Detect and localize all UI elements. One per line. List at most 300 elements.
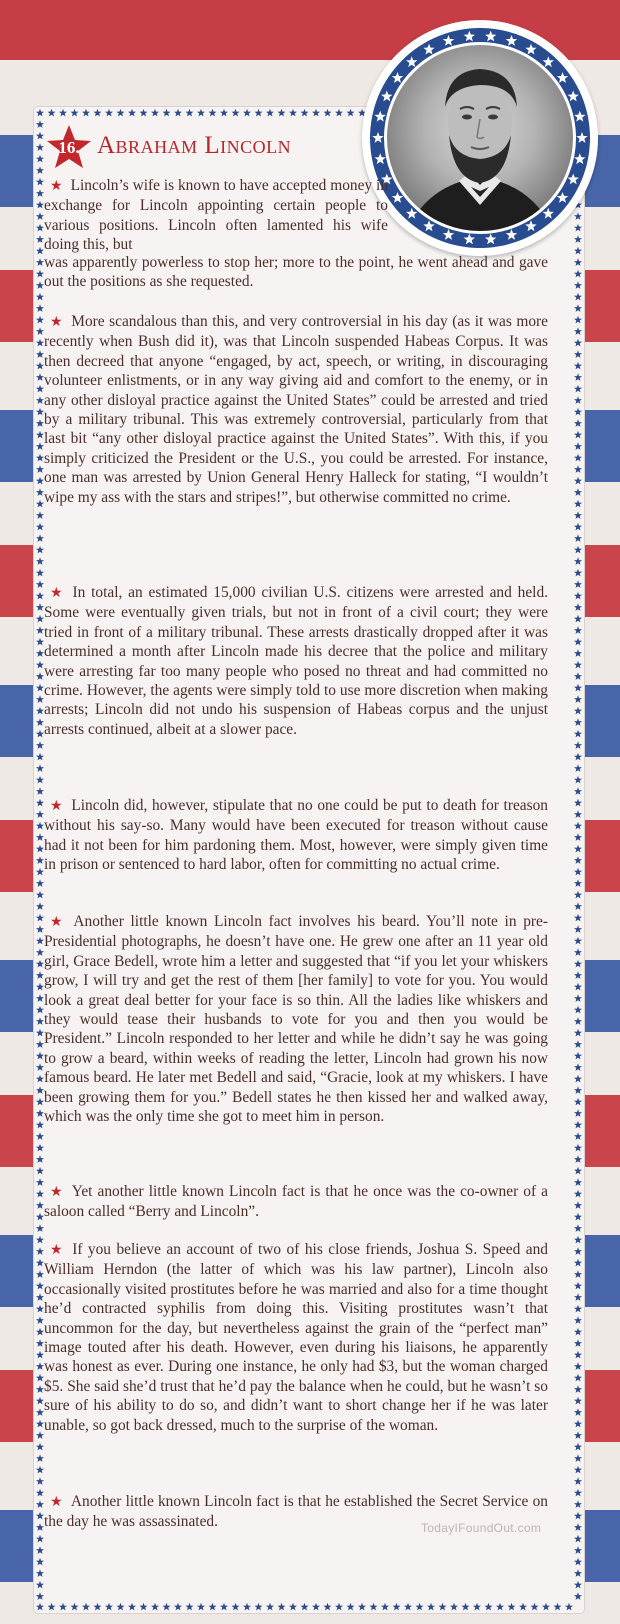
border-star xyxy=(174,1603,182,1611)
border-star xyxy=(36,983,44,991)
border-star xyxy=(574,695,582,703)
page-title: Abraham Lincoln xyxy=(97,132,292,159)
border-star xyxy=(128,1603,136,1611)
border-star xyxy=(36,914,44,922)
border-star xyxy=(464,233,475,244)
border-star xyxy=(59,109,67,117)
paragraph-7 xyxy=(44,1240,548,1435)
border-star xyxy=(36,120,44,128)
border-star xyxy=(36,143,44,151)
border-star xyxy=(574,730,582,738)
border-star xyxy=(36,1201,44,1209)
border-star xyxy=(36,1351,44,1359)
border-star xyxy=(36,488,44,496)
border-star xyxy=(36,626,44,634)
border-star xyxy=(574,1500,582,1508)
border-star xyxy=(36,109,44,117)
border-star xyxy=(36,649,44,657)
border-star xyxy=(375,153,386,164)
border-star xyxy=(36,764,44,772)
border-star xyxy=(574,1397,582,1405)
border-star xyxy=(574,281,582,289)
border-star xyxy=(574,971,582,979)
border-star xyxy=(36,1178,44,1186)
border-star xyxy=(163,109,171,117)
border-star xyxy=(416,1603,424,1611)
paragraph-text: Another little known Lincoln fact is that he established the Secret Service on the day he was assassinated. xyxy=(44,1493,548,1531)
portrait-drawing xyxy=(387,45,573,231)
border-star xyxy=(574,419,582,427)
border-star xyxy=(151,109,159,117)
border-star xyxy=(94,109,102,117)
border-star xyxy=(574,1063,582,1071)
border-star xyxy=(574,741,582,749)
border-star xyxy=(36,1270,44,1278)
border-star xyxy=(36,1098,44,1106)
border-star xyxy=(36,776,44,784)
border-star xyxy=(443,35,454,46)
border-star xyxy=(574,385,582,393)
paragraph-1-continued: was apparently powerless to stop her; more to the point, he went ahead and gave out the positions as she requested. xyxy=(44,254,548,291)
border-star xyxy=(48,109,56,117)
border-star xyxy=(36,615,44,623)
border-star xyxy=(36,799,44,807)
border-star xyxy=(574,661,582,669)
border-star xyxy=(71,109,79,117)
border-star xyxy=(243,109,251,117)
border-star xyxy=(574,868,582,876)
border-star xyxy=(36,672,44,680)
border-star xyxy=(36,1397,44,1405)
border-star xyxy=(36,247,44,255)
border-star xyxy=(163,1603,171,1611)
portrait-medallion xyxy=(362,20,598,256)
border-star xyxy=(243,1603,251,1611)
border-star xyxy=(574,442,582,450)
border-star xyxy=(232,109,240,117)
border-star xyxy=(574,1155,582,1163)
border-star xyxy=(36,822,44,830)
border-star xyxy=(36,879,44,887)
border-star xyxy=(36,534,44,542)
border-star xyxy=(335,109,343,117)
border-star xyxy=(574,1040,582,1048)
star-icon: ★ xyxy=(50,1243,65,1258)
border-star xyxy=(574,1098,582,1106)
border-star xyxy=(36,1121,44,1129)
border-star xyxy=(574,339,582,347)
border-star xyxy=(574,718,582,726)
border-star xyxy=(36,477,44,485)
border-star xyxy=(36,1603,44,1611)
star-icon: ★ xyxy=(50,1185,64,1200)
border-star xyxy=(574,1328,582,1336)
border-star xyxy=(393,1603,401,1611)
border-star xyxy=(220,109,228,117)
border-star xyxy=(36,1259,44,1267)
border-star xyxy=(94,1603,102,1611)
border-star xyxy=(574,316,582,324)
border-star xyxy=(574,396,582,404)
border-star xyxy=(574,153,585,164)
border-star xyxy=(289,1603,297,1611)
border-star xyxy=(375,111,386,122)
border-star xyxy=(36,304,44,312)
border-star xyxy=(36,592,44,600)
border-star xyxy=(574,1431,582,1439)
border-star xyxy=(347,1603,355,1611)
border-star xyxy=(36,580,44,588)
border-star xyxy=(36,189,44,197)
border-star xyxy=(128,109,136,117)
border-star xyxy=(36,1190,44,1198)
border-star xyxy=(36,1063,44,1071)
border-star xyxy=(36,258,44,266)
border-star xyxy=(565,1603,573,1611)
paragraph-text: Yet another little known Lincoln fact is that he once was the co-owner of a saloon called “Berry and Lincoln”. xyxy=(44,1183,548,1221)
border-star xyxy=(485,31,496,42)
border-star xyxy=(209,109,217,117)
paragraph-4 xyxy=(44,796,548,875)
border-star xyxy=(36,385,44,393)
border-star xyxy=(312,109,320,117)
border-star xyxy=(36,569,44,577)
fact-number: 16. xyxy=(58,138,80,157)
paragraph-text: Another little known Lincoln fact involves his beard. You’ll note in pre-Presidential photographs, he doesn’t have one. He grew one after an 11 year old girl, Grace Bedell, wrote him a letter and suggested that “if you let your whiskers grow, I will try and get the rest of them [her family] to vote for you. You would look a great deal better for your face is so thin. All the ladies like whiskers and they would tease their husbands to vote for you and then you would be President.” Lincoln responded to her letter and while he didn’t say he was going to grow a beard, within weeks of reading the letter, Lincoln had grown his now famous beard. He later met Bedell and said, “Gracie, look at my whiskers. I have been growing them for you.” Bedell states he then kissed her and walked away, which was the only time she got to meet him in person. xyxy=(44,913,548,1126)
border-star xyxy=(36,396,44,404)
border-star xyxy=(105,109,113,117)
border-star xyxy=(358,1603,366,1611)
border-star xyxy=(59,1603,67,1611)
border-star xyxy=(574,1132,582,1140)
border-star xyxy=(36,753,44,761)
border-star xyxy=(574,270,582,278)
border-star xyxy=(574,1362,582,1370)
border-star xyxy=(324,109,332,117)
border-star xyxy=(36,971,44,979)
border-star xyxy=(71,1603,79,1611)
border-star xyxy=(174,109,182,117)
border-star xyxy=(372,132,383,143)
border-star xyxy=(324,1603,332,1611)
paragraph-3 xyxy=(44,583,548,739)
border-star xyxy=(301,1603,309,1611)
border-star xyxy=(574,1201,582,1209)
border-star xyxy=(574,937,582,945)
border-star xyxy=(525,44,536,55)
border-star xyxy=(381,1603,389,1611)
border-star xyxy=(36,1558,44,1566)
border-star xyxy=(574,1489,582,1497)
border-star xyxy=(36,546,44,554)
border-star xyxy=(574,833,582,841)
border-star xyxy=(36,1224,44,1232)
border-star xyxy=(574,1224,582,1232)
border-star xyxy=(525,220,536,231)
border-star xyxy=(36,362,44,370)
border-star xyxy=(36,1247,44,1255)
border-star xyxy=(36,316,44,324)
border-star xyxy=(36,465,44,473)
border-star xyxy=(574,1017,582,1025)
paragraph-text: Lincoln did, however, stipulate that no one could be put to death for treason without his say-so. Many would have been executed for treason without cause had it not been for him pardoning them. Most, however, were simply given time in prison or sentenced to hard labor, often for committing no actual crime. xyxy=(44,797,548,874)
border-star xyxy=(255,1603,263,1611)
border-star xyxy=(574,1443,582,1451)
border-star xyxy=(568,174,579,185)
border-star xyxy=(574,1385,582,1393)
border-star xyxy=(197,109,205,117)
border-star xyxy=(36,1512,44,1520)
border-star xyxy=(36,1167,44,1175)
border-star xyxy=(36,224,44,232)
border-star xyxy=(220,1603,228,1611)
border-star xyxy=(574,1167,582,1175)
border-star xyxy=(36,1006,44,1014)
border-star xyxy=(574,845,582,853)
border-star xyxy=(574,649,582,657)
border-star xyxy=(574,1270,582,1278)
border-star xyxy=(557,72,568,83)
paragraph-text: Lincoln’s wife is known to have accepted money in exchange for Lincoln appointing certain people to various positions. Lincoln often lamented his wife doing this, but xyxy=(44,177,388,254)
border-star xyxy=(186,1603,194,1611)
border-star xyxy=(574,546,582,554)
border-star xyxy=(36,1339,44,1347)
border-star xyxy=(574,799,582,807)
border-star xyxy=(574,304,582,312)
border-star xyxy=(574,362,582,370)
border-star xyxy=(574,638,582,646)
border-star xyxy=(36,1362,44,1370)
border-star xyxy=(36,1477,44,1485)
border-star xyxy=(36,603,44,611)
border-star xyxy=(36,293,44,301)
border-star xyxy=(278,1603,286,1611)
border-star xyxy=(197,1603,205,1611)
paragraph-2 xyxy=(44,312,548,507)
border-star xyxy=(574,408,582,416)
border-star xyxy=(574,293,582,301)
border-star xyxy=(506,35,517,46)
border-star xyxy=(574,1052,582,1060)
border-star xyxy=(36,925,44,933)
border-star xyxy=(574,1408,582,1416)
star-icon: ★ xyxy=(50,179,63,194)
border-star xyxy=(36,523,44,531)
border-star xyxy=(574,1546,582,1554)
border-star xyxy=(443,229,454,240)
border-star xyxy=(82,109,90,117)
border-star xyxy=(574,111,585,122)
border-star xyxy=(278,109,286,117)
border-star xyxy=(427,1603,435,1611)
border-star xyxy=(574,1075,582,1083)
star-icon: ★ xyxy=(50,1495,63,1510)
border-star xyxy=(574,1351,582,1359)
border-star xyxy=(574,902,582,910)
border-star xyxy=(255,109,263,117)
border-star xyxy=(574,1086,582,1094)
paragraph-text: If you believe an account of two of his close friends, Joshua S. Speed and William Herndon (the latter of which was his law partner), Lincoln also occasionally visited prostitutes before he was married and also for a time thought he’d contracted syphilis from doing this. Visiting prostitutes wasn’t that uncommon for the day, but nevertheless against the grain of the “perfect man” image touted after his death. However, even during his liaisons, he apparently was honest as ever. During one instance, he only had $3, but the woman charged $5. She said she’d trust that he’d pay the balance when he could, but he wasn’t so sure of his ability to do so, and didn’t want to short change her if he was later unable, so got back dressed, much to the surprise of the woman. xyxy=(44,1241,548,1434)
border-star xyxy=(36,1569,44,1577)
border-star xyxy=(370,1603,378,1611)
border-star xyxy=(36,270,44,278)
border-star xyxy=(574,707,582,715)
border-star xyxy=(574,1213,582,1221)
border-star xyxy=(574,1029,582,1037)
border-star xyxy=(36,500,44,508)
border-star xyxy=(301,109,309,117)
border-star xyxy=(574,1420,582,1428)
border-star xyxy=(36,1385,44,1393)
border-star xyxy=(36,948,44,956)
border-star xyxy=(36,419,44,427)
border-star xyxy=(519,1603,527,1611)
border-star xyxy=(335,1603,343,1611)
border-star xyxy=(36,511,44,519)
border-star xyxy=(574,557,582,565)
border-star xyxy=(574,1569,582,1577)
border-star xyxy=(266,109,274,117)
lincoln-portrait-image xyxy=(384,42,576,234)
border-star xyxy=(574,1535,582,1543)
border-star xyxy=(36,868,44,876)
border-star xyxy=(574,1236,582,1244)
border-star xyxy=(543,208,555,219)
border-star xyxy=(574,1592,582,1600)
border-star xyxy=(574,523,582,531)
border-star xyxy=(36,833,44,841)
border-star xyxy=(36,1466,44,1474)
border-star xyxy=(542,1603,550,1611)
border-star xyxy=(36,327,44,335)
border-star xyxy=(36,373,44,381)
border-star xyxy=(485,233,496,244)
border-star xyxy=(36,994,44,1002)
border-star xyxy=(36,235,44,243)
border-star xyxy=(36,1040,44,1048)
paragraph-text: In total, an estimated 15,000 civilian U.S. citizens were arrested and held. Some were eventually given trials, but not in front of a civil court; they were tried in front of a military tribunal. These arrests drastically dropped after it was determined a month after Lincoln made his decree that the police and military were arresting far too many people who posed no threat and had committed no crime. However, the agents were simply told to use more discretion when making arrests; Lincoln did not undo his suspension of Habeas corpus and the unjust arrests continued, albeit at a slower pace. xyxy=(44,584,548,738)
star-icon: ★ xyxy=(50,586,65,601)
border-star xyxy=(574,1477,582,1485)
border-star xyxy=(36,787,44,795)
paragraph-5 xyxy=(44,912,548,1126)
border-star xyxy=(36,1086,44,1094)
border-star xyxy=(574,1247,582,1255)
border-star xyxy=(36,1546,44,1554)
border-star xyxy=(574,465,582,473)
border-star xyxy=(36,707,44,715)
border-star xyxy=(151,1603,159,1611)
border-star xyxy=(574,477,582,485)
border-star xyxy=(462,1603,470,1611)
border-star xyxy=(36,178,44,186)
border-star xyxy=(485,1603,493,1611)
border-star xyxy=(36,1075,44,1083)
border-star xyxy=(574,925,582,933)
border-star xyxy=(36,661,44,669)
border-star xyxy=(574,994,582,1002)
border-star xyxy=(574,1523,582,1531)
border-star xyxy=(557,192,568,203)
border-star xyxy=(576,132,587,143)
border-star xyxy=(117,109,125,117)
border-star xyxy=(36,442,44,450)
border-star xyxy=(574,776,582,784)
border-star xyxy=(574,431,582,439)
border-star xyxy=(574,580,582,588)
border-star xyxy=(36,1581,44,1589)
border-star xyxy=(574,511,582,519)
border-star xyxy=(404,1603,412,1611)
border-star xyxy=(574,488,582,496)
border-star xyxy=(473,1603,481,1611)
border-star xyxy=(36,431,44,439)
border-star xyxy=(36,1408,44,1416)
border-star xyxy=(140,1603,148,1611)
border-star xyxy=(36,281,44,289)
border-star xyxy=(36,695,44,703)
border-star xyxy=(574,1006,582,1014)
border-star xyxy=(439,1603,447,1611)
border-star xyxy=(574,810,582,818)
border-star xyxy=(209,1603,217,1611)
border-star xyxy=(574,960,582,968)
border-star xyxy=(496,1603,504,1611)
border-star xyxy=(554,1603,562,1611)
star-icon: ★ xyxy=(50,915,66,930)
border-star xyxy=(36,212,44,220)
border-star xyxy=(266,1603,274,1611)
border-star xyxy=(36,1374,44,1382)
border-star xyxy=(574,454,582,462)
border-star xyxy=(36,132,44,140)
border-star xyxy=(574,350,582,358)
border-star xyxy=(574,914,582,922)
border-star xyxy=(36,1305,44,1313)
border-star xyxy=(36,350,44,358)
border-star xyxy=(36,1500,44,1508)
border-star xyxy=(36,1236,44,1244)
border-star xyxy=(36,1454,44,1462)
border-star xyxy=(574,983,582,991)
border-star xyxy=(574,1121,582,1129)
border-star xyxy=(36,408,44,416)
paragraph-1 xyxy=(44,176,388,255)
border-star xyxy=(36,1431,44,1439)
border-star xyxy=(36,902,44,910)
border-star xyxy=(574,1512,582,1520)
border-star xyxy=(105,1603,113,1611)
border-star xyxy=(36,1316,44,1324)
border-star xyxy=(36,718,44,726)
site-watermark: TodayIFoundOut.com xyxy=(421,1521,542,1535)
border-star xyxy=(574,373,582,381)
border-star xyxy=(36,201,44,209)
border-star xyxy=(574,500,582,508)
border-star xyxy=(36,960,44,968)
border-star xyxy=(312,1603,320,1611)
border-star xyxy=(48,1603,56,1611)
star-icon: ★ xyxy=(50,799,64,814)
border-star xyxy=(574,1374,582,1382)
border-star xyxy=(574,764,582,772)
border-star xyxy=(574,1339,582,1347)
border-star xyxy=(574,822,582,830)
border-star xyxy=(186,109,194,117)
border-star xyxy=(531,1603,539,1611)
border-star xyxy=(36,1109,44,1117)
border-star xyxy=(36,1489,44,1497)
